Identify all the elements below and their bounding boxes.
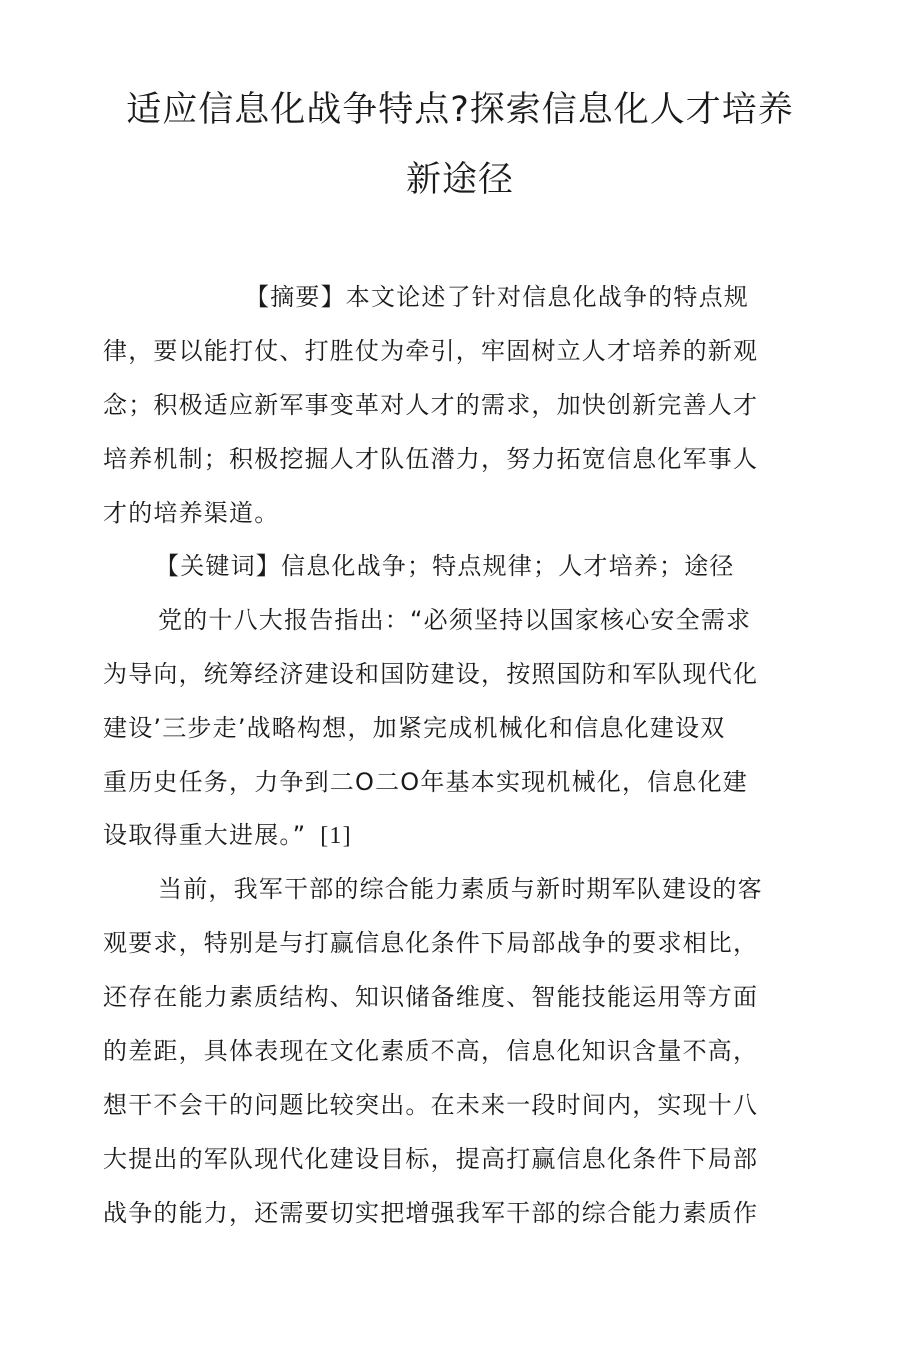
abstract-line: 律，要以能打仗、打胜仗为牵引，牢固树立人才培养的新观 bbox=[103, 337, 759, 365]
paragraph-line: 大提出的军队现代化建设目标，提高打赢信息化条件下局部 bbox=[103, 1145, 759, 1173]
paragraph-line: 想干不会干的问题比较突出。在未来一段时间内，实现十八 bbox=[103, 1091, 759, 1119]
paragraph-line: 的差距，具体表现在文化素质不高，信息化知识含量不高， bbox=[103, 1037, 759, 1065]
document-title-line-2: 新途径 bbox=[405, 160, 514, 200]
paragraph-line: 为导向，统筹经济建设和国防建设，按照国防和军队现代化 bbox=[103, 660, 759, 688]
abstract-line: 念；积极适应新军事变革对人才的需求，加快创新完善人才 bbox=[103, 391, 759, 419]
paragraph-line: 重历史任务，力争到二O二O年基本实现机械化，信息化建 bbox=[103, 768, 748, 796]
keywords-line: 【关键词】信息化战争；特点规律；人才培养；途径 bbox=[155, 552, 735, 580]
document-title-line-1: 适应信息化战争特点?探索信息化人才培养 bbox=[126, 90, 794, 130]
paragraph-line: 党的十八大报告指出：“必须坚持以国家核心安全需求 bbox=[158, 606, 752, 634]
paragraph-line: 建设’三步走’战略构想，加紧完成机械化和信息化建设双 bbox=[103, 714, 726, 742]
paragraph-line-last bbox=[103, 818, 352, 853]
abstract-line: 才的培养渠道。 bbox=[103, 499, 280, 527]
citation-reference: [1] bbox=[320, 823, 352, 849]
abstract-line: 培养机制；积极挖掘人才队伍潜力，努力拓宽信息化军事人 bbox=[103, 445, 759, 473]
paragraph-line: 观要求，特别是与打赢信息化条件下局部战争的要求相比， bbox=[103, 929, 759, 957]
abstract-line: 【摘要】本文论述了针对信息化战争的特点规 bbox=[245, 283, 749, 311]
paragraph-text: 设取得重大进展。” bbox=[103, 821, 307, 849]
paragraph-line: 战争的能力，还需要切实把增强我军干部的综合能力素质作 bbox=[103, 1199, 759, 1227]
paragraph-line: 当前，我军干部的综合能力素质与新时期军队建设的客 bbox=[158, 875, 763, 903]
paragraph-line: 还存在能力素质结构、知识储备维度、智能技能运用等方面 bbox=[103, 983, 759, 1011]
